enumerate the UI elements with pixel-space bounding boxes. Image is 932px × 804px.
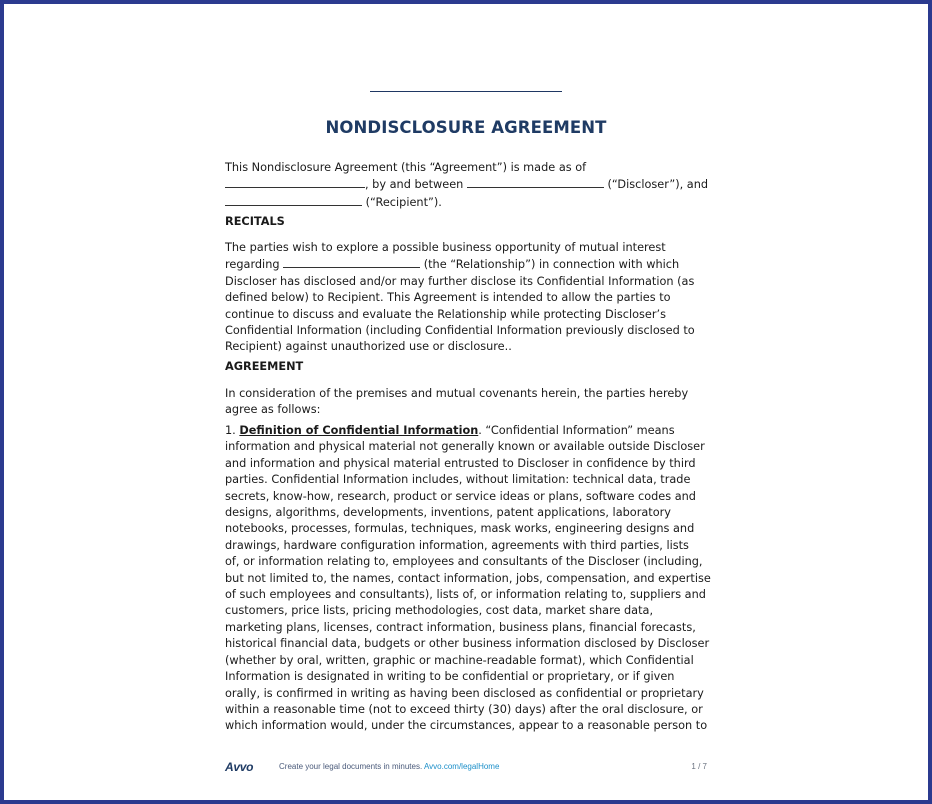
section-line: marketing plans, licenses, contract information, business plans, financial forecasts,: [225, 620, 696, 634]
page-footer: [225, 760, 707, 774]
section-line: and information and physical material entrusted to Discloser in confidence by third: [225, 456, 696, 470]
recitals-regarding: regarding: [225, 258, 280, 272]
section-line: of such employees and consultants), lists of, or information relating to, suppliers and: [225, 588, 706, 602]
agreement-paragraph: [225, 386, 715, 419]
document-title: NONDISCLOSURE AGREEMENT: [325, 118, 607, 137]
intro-line: [225, 176, 715, 193]
section-line: orally, is confirmed in writing as having been disclosed as confidential or proprietary: [225, 686, 704, 700]
section-line: designs, algorithms, developments, inventions, patent applications, laboratory: [225, 506, 671, 520]
intro-recipient: (“Recipient”).: [362, 195, 442, 209]
section-1-first-line: [225, 423, 715, 439]
section-line: parties. Confidential Information includes, without limitation: technical data, trade: [225, 473, 691, 487]
blank-date: [225, 176, 365, 188]
footer-tagline: [279, 762, 499, 771]
intro-paragraph: [225, 160, 715, 211]
avvo-logo: Avvo: [225, 760, 254, 774]
section-line: (whether by oral, written, graphic or machine-readable format), which Confidential: [225, 653, 694, 667]
section-line: drawings, hardware configuration information, agreements with third parties, lists: [225, 538, 689, 552]
blank-relationship: [283, 256, 420, 268]
signature-line-top: [370, 91, 562, 92]
section-line: notebooks, processes, formulas, techniques, mask works, engineering designs and: [225, 522, 695, 536]
recitals-line: Discloser has disclosed and/or may further disclose its Confidential Information (as: [225, 274, 695, 288]
section-title: Definition of Confidential Information: [239, 424, 479, 437]
recitals-line: Confidential Information (including Confidential Information previously disclosed to: [225, 324, 695, 338]
agreement-heading: AGREEMENT: [225, 360, 304, 373]
section-line: Information is designated in writing to be confidential or proprietary, or if given: [225, 670, 675, 684]
blank-discloser: [467, 176, 604, 188]
section-line: historical financial data, budgets or other business information disclosed by Discloser: [225, 637, 710, 651]
agreement-line: agree as follows:: [225, 403, 321, 417]
recitals-line: Recipient) against unauthorized use or disclosure..: [225, 340, 512, 354]
section-line: within a reasonable time (not to exceed thirty (30) days) after the oral disclosure, or: [225, 702, 703, 716]
intro-line: [225, 194, 715, 211]
page-number: 1 / 7: [691, 762, 707, 771]
section-first-line-rest: . “Confidential Information” means: [478, 424, 675, 437]
intro-discloser: (“Discloser”), and: [603, 178, 709, 192]
recitals-line: continue to discuss and evaluate the Relationship while protecting Discloser’s: [225, 307, 666, 321]
section-line: information and physical material not generally known or available outside Discloser: [225, 440, 705, 454]
agreement-line: In consideration of the premises and mutual covenants herein, the parties hereby: [225, 387, 689, 400]
section-line: of, or information relating to, employees and consultants of the Discloser (including,: [225, 555, 703, 569]
section-line: customers, price lists, pricing methodologies, cost data, market share data,: [225, 604, 654, 618]
recitals-line: The parties wish to explore a possible business opportunity of mutual interest: [225, 241, 666, 254]
recitals-heading: RECITALS: [225, 215, 285, 228]
section-line: which information would, under the circumstances, appear to a reasonable person to: [225, 719, 708, 733]
section-1: [225, 423, 715, 735]
recitals-relationship: (the “Relationship”) in connection with which: [420, 258, 680, 272]
recitals-paragraph: [225, 240, 715, 356]
footer-tagline-text: Create your legal documents in minutes.: [279, 762, 423, 771]
intro-between: , by and between: [365, 178, 464, 192]
blank-recipient: [225, 194, 362, 206]
section-number: 1.: [225, 424, 236, 437]
recitals-line: defined below) to Recipient. This Agreement is intended to allow the parties to: [225, 291, 671, 305]
recitals-line: [225, 256, 715, 273]
section-line: but not limited to, the names, contact information, jobs, compensation, and expertise: [225, 571, 711, 585]
footer-link[interactable]: Avvo.com/legalHome: [423, 762, 500, 771]
intro-line: This Nondisclosure Agreement (this “Agreement”) is made as of: [225, 161, 587, 174]
section-line: secrets, know-how, research, product or service ideas or plans, software codes and: [225, 489, 696, 503]
